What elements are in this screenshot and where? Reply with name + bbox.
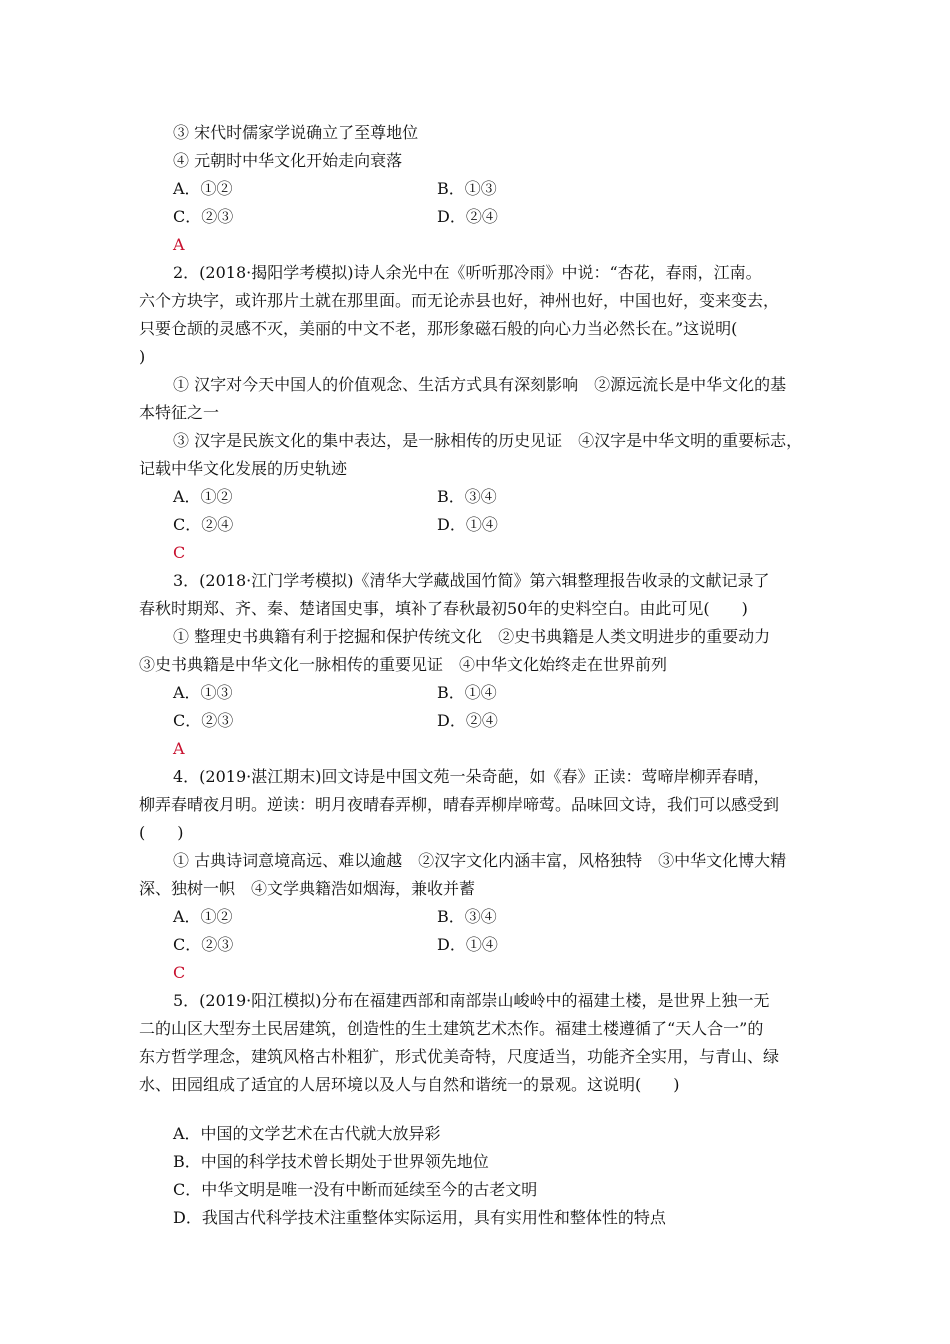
q3-stem-line-1: 3．(2018·江门学考模拟)《清华大学藏战国竹简》第六辑整理报告收录的文献记录了 — [173, 571, 770, 590]
q3-option-c: C．②③ — [173, 711, 234, 730]
q4-option-b: B．③④ — [437, 907, 497, 926]
q4-stem-line-2: 柳弄春晴夜月明。逆读：明月夜晴春弄柳，晴春弄柳岸啼莺。品味回文诗，我们可以感受到 — [139, 795, 780, 814]
q1-option-c: C．②③ — [173, 207, 234, 226]
q5-stem-line-1: 5．(2019·阳江模拟)分布在福建西部和南部崇山峻岭中的福建土楼，是世界上独一无 — [173, 991, 770, 1010]
q2-statements-line-4: 记载中华文化发展的历史轨迹 — [139, 459, 348, 478]
q3-stem-line-2: 春秋时期郑、齐、秦、楚诸国史事，填补了春秋最初50年的史料空白。由此可见( ) — [139, 599, 748, 618]
q2-option-a: A．①② — [173, 487, 233, 506]
q3-option-b: B．①④ — [437, 683, 497, 702]
q1-option-d: D．②④ — [437, 207, 498, 226]
q2-answer: C — [173, 543, 186, 562]
q5-option-c: C．中华文明是唯一没有中断而延续至今的古老文明 — [173, 1180, 538, 1199]
q2-statements-line-2: 本特征之一 — [139, 403, 220, 422]
q4-stem-line-3: ( ) — [139, 823, 184, 842]
q1-statement-4: ④ 元朝时中华文化开始走向衰落 — [173, 151, 403, 170]
q3-statements-line-2: ③史书典籍是中华文化一脉相传的重要见证 ④中华文化始终走在世界前列 — [139, 655, 668, 674]
q4-answer: C — [173, 963, 186, 982]
q4-option-d: D．①④ — [437, 935, 498, 954]
q1-answer: A — [173, 235, 185, 254]
q2-statements-line-1: ① 汉字对今天中国人的价值观念、生活方式具有深刻影响 ②源远流长是中华文化的基 — [173, 375, 787, 394]
q5-stem-line-4: 水、田园组成了适宜的人居环境以及人与自然和谐统一的景观。这说明( ) — [139, 1075, 680, 1094]
q2-stem-line-4: ) — [139, 347, 146, 366]
q2-stem-line-3: 只要仓颉的灵感不灭，美丽的中文不老，那形象磁石般的向心力当必然长在。”这说明( — [139, 319, 738, 338]
q3-answer: A — [173, 739, 185, 758]
q4-option-c: C．②③ — [173, 935, 234, 954]
q5-stem-line-2: 二的山区大型夯土民居建筑，创造性的生土建筑艺术杰作。福建土楼遵循了“天人合一”的 — [139, 1019, 764, 1038]
q4-statements-line-1: ① 古典诗词意境高远、难以逾越 ②汉字文化内涵丰富，风格独特 ③中华文化博大精 — [173, 851, 787, 870]
q4-statements-line-2: 深、独树一帜 ④文学典籍浩如烟海，兼收并蓄 — [139, 879, 476, 898]
q3-statements-line-1: ① 整理史书典籍有利于挖掘和保护传统文化 ②史书典籍是人类文明进步的重要动力 — [173, 627, 771, 646]
q2-option-d: D．①④ — [437, 515, 498, 534]
q2-option-b: B．③④ — [437, 487, 497, 506]
q5-option-a: A．中国的文学艺术在古代就大放异彩 — [173, 1124, 441, 1143]
q2-option-c: C．②④ — [173, 515, 234, 534]
q1-option-b: B．①③ — [437, 179, 497, 198]
q5-option-b: B．中国的科学技术曾长期处于世界领先地位 — [173, 1152, 489, 1171]
q5-stem-line-3: 东方哲学理念，建筑风格古朴粗犷，形式优美奇特，尺度适当，功能齐全实用，与青山、绿 — [139, 1047, 780, 1066]
q1-option-a: A．①② — [173, 179, 233, 198]
q4-option-a: A．①② — [173, 907, 233, 926]
q5-option-d: D．我国古代科学技术注重整体实际运用，具有实用性和整体性的特点 — [173, 1208, 666, 1227]
q2-stem-line-2: 六个方块字，或许那片土就在那里面。而无论赤县也好，神州也好，中国也好，变来变去， — [139, 291, 780, 310]
q3-option-a: A．①③ — [173, 683, 233, 702]
q3-option-d: D．②④ — [437, 711, 498, 730]
q2-stem-line-1: 2．(2018·揭阳学考模拟)诗人余光中在《听听那冷雨》中说：“杏花，春雨，江南。 — [173, 263, 762, 282]
q1-statement-3: ③ 宋代时儒家学说确立了至尊地位 — [173, 123, 419, 142]
q4-stem-line-1: 4．(2019·湛江期末)回文诗是中国文苑一朵奇葩，如《春》正读：莺啼岸柳弄春晴， — [173, 767, 770, 786]
q2-statements-line-3: ③ 汉字是民族文化的集中表达，是一脉相传的历史见证 ④汉字是中华文明的重要标志， — [173, 431, 803, 450]
